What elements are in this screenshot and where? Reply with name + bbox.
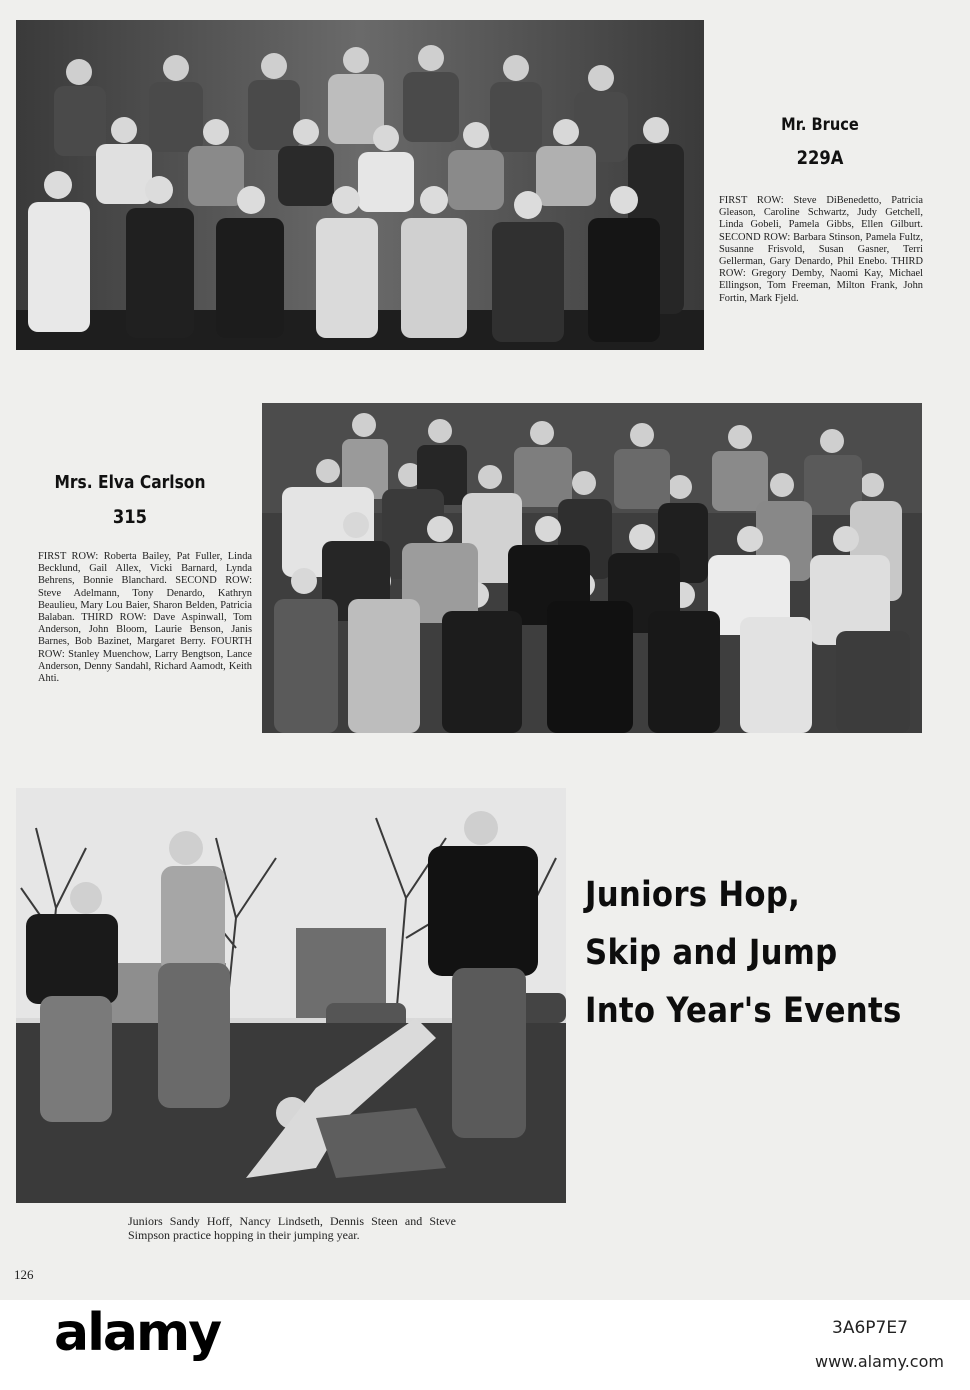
image-id: 3A6P7E7 <box>832 1318 908 1338</box>
class-roster-1: FIRST ROW: Steve DiBenedetto, Patricia Gleason, Caroline Schwartz, Judy Getchell, Linda Gobeli, Pamela Gibbs, Ellen Gilburt. SECOND ROW: Barbara Stinson, Pamela Fultz, Susanne Frisvold, Susan Gasner, Terri Gellerman, Gary Denardo, Phil Enebo. THIRD ROW: Gregory Demby, Naomi Kay, Michael Ellingson, Tom Freeman, Milton Frank, John Fortin, Mark Fjeld. <box>719 195 923 304</box>
headline-line-3: Into Year's Events <box>585 991 902 1031</box>
brand-logo: alamy <box>54 1303 221 1363</box>
site-url[interactable]: www.alamy.com <box>815 1352 944 1371</box>
headline-line-1: Juniors Hop, <box>585 875 801 915</box>
headline <box>585 866 955 1040</box>
class-photo-1-image <box>16 20 704 350</box>
class-photo-mr-bruce <box>16 20 704 350</box>
class-roster-2: FIRST ROW: Roberta Bailey, Pat Fuller, Linda Becklund, Gail Allex, Vicki Barnard, Lynda Behrens, Bonnie Blanchard. SECOND ROW: Steve Adelmann, Tony Denardo, Kathryn Beaulieu, Mary Lou Baier, Sharon Belden, Patricia Balaban. THIRD ROW: Dave Aspinwall, Tom Anderson, John Bloom, Laurie Benson, Janis Barnes, Bob Bazinet, Margaret Berry. FOURTH ROW: Stanley Muenchow, Larry Bengtson, Lance Anderson, Denny Sandahl, Richard Aamodt, Keith Ahti. <box>38 551 252 685</box>
sack-race-photo <box>16 788 566 1203</box>
class-photo-2-image <box>262 403 922 733</box>
photo-caption: Juniors Sandy Hoff, Nancy Lindseth, Dennis Steen and Steve Simpson practice hopping in their jumping year. <box>128 1214 456 1242</box>
room-number-2: 315 <box>112 506 148 528</box>
sack-race-image <box>16 788 566 1203</box>
teacher-name-1: Mr. Bruce <box>781 115 859 135</box>
page-number: 126 <box>14 1267 34 1282</box>
class-photo-mrs-carlson <box>262 403 922 733</box>
teacher-name-2: Mrs. Elva Carlson <box>54 472 206 493</box>
headline-line-2: Skip and Jump <box>585 933 838 973</box>
room-number-1: 229A <box>796 147 844 169</box>
